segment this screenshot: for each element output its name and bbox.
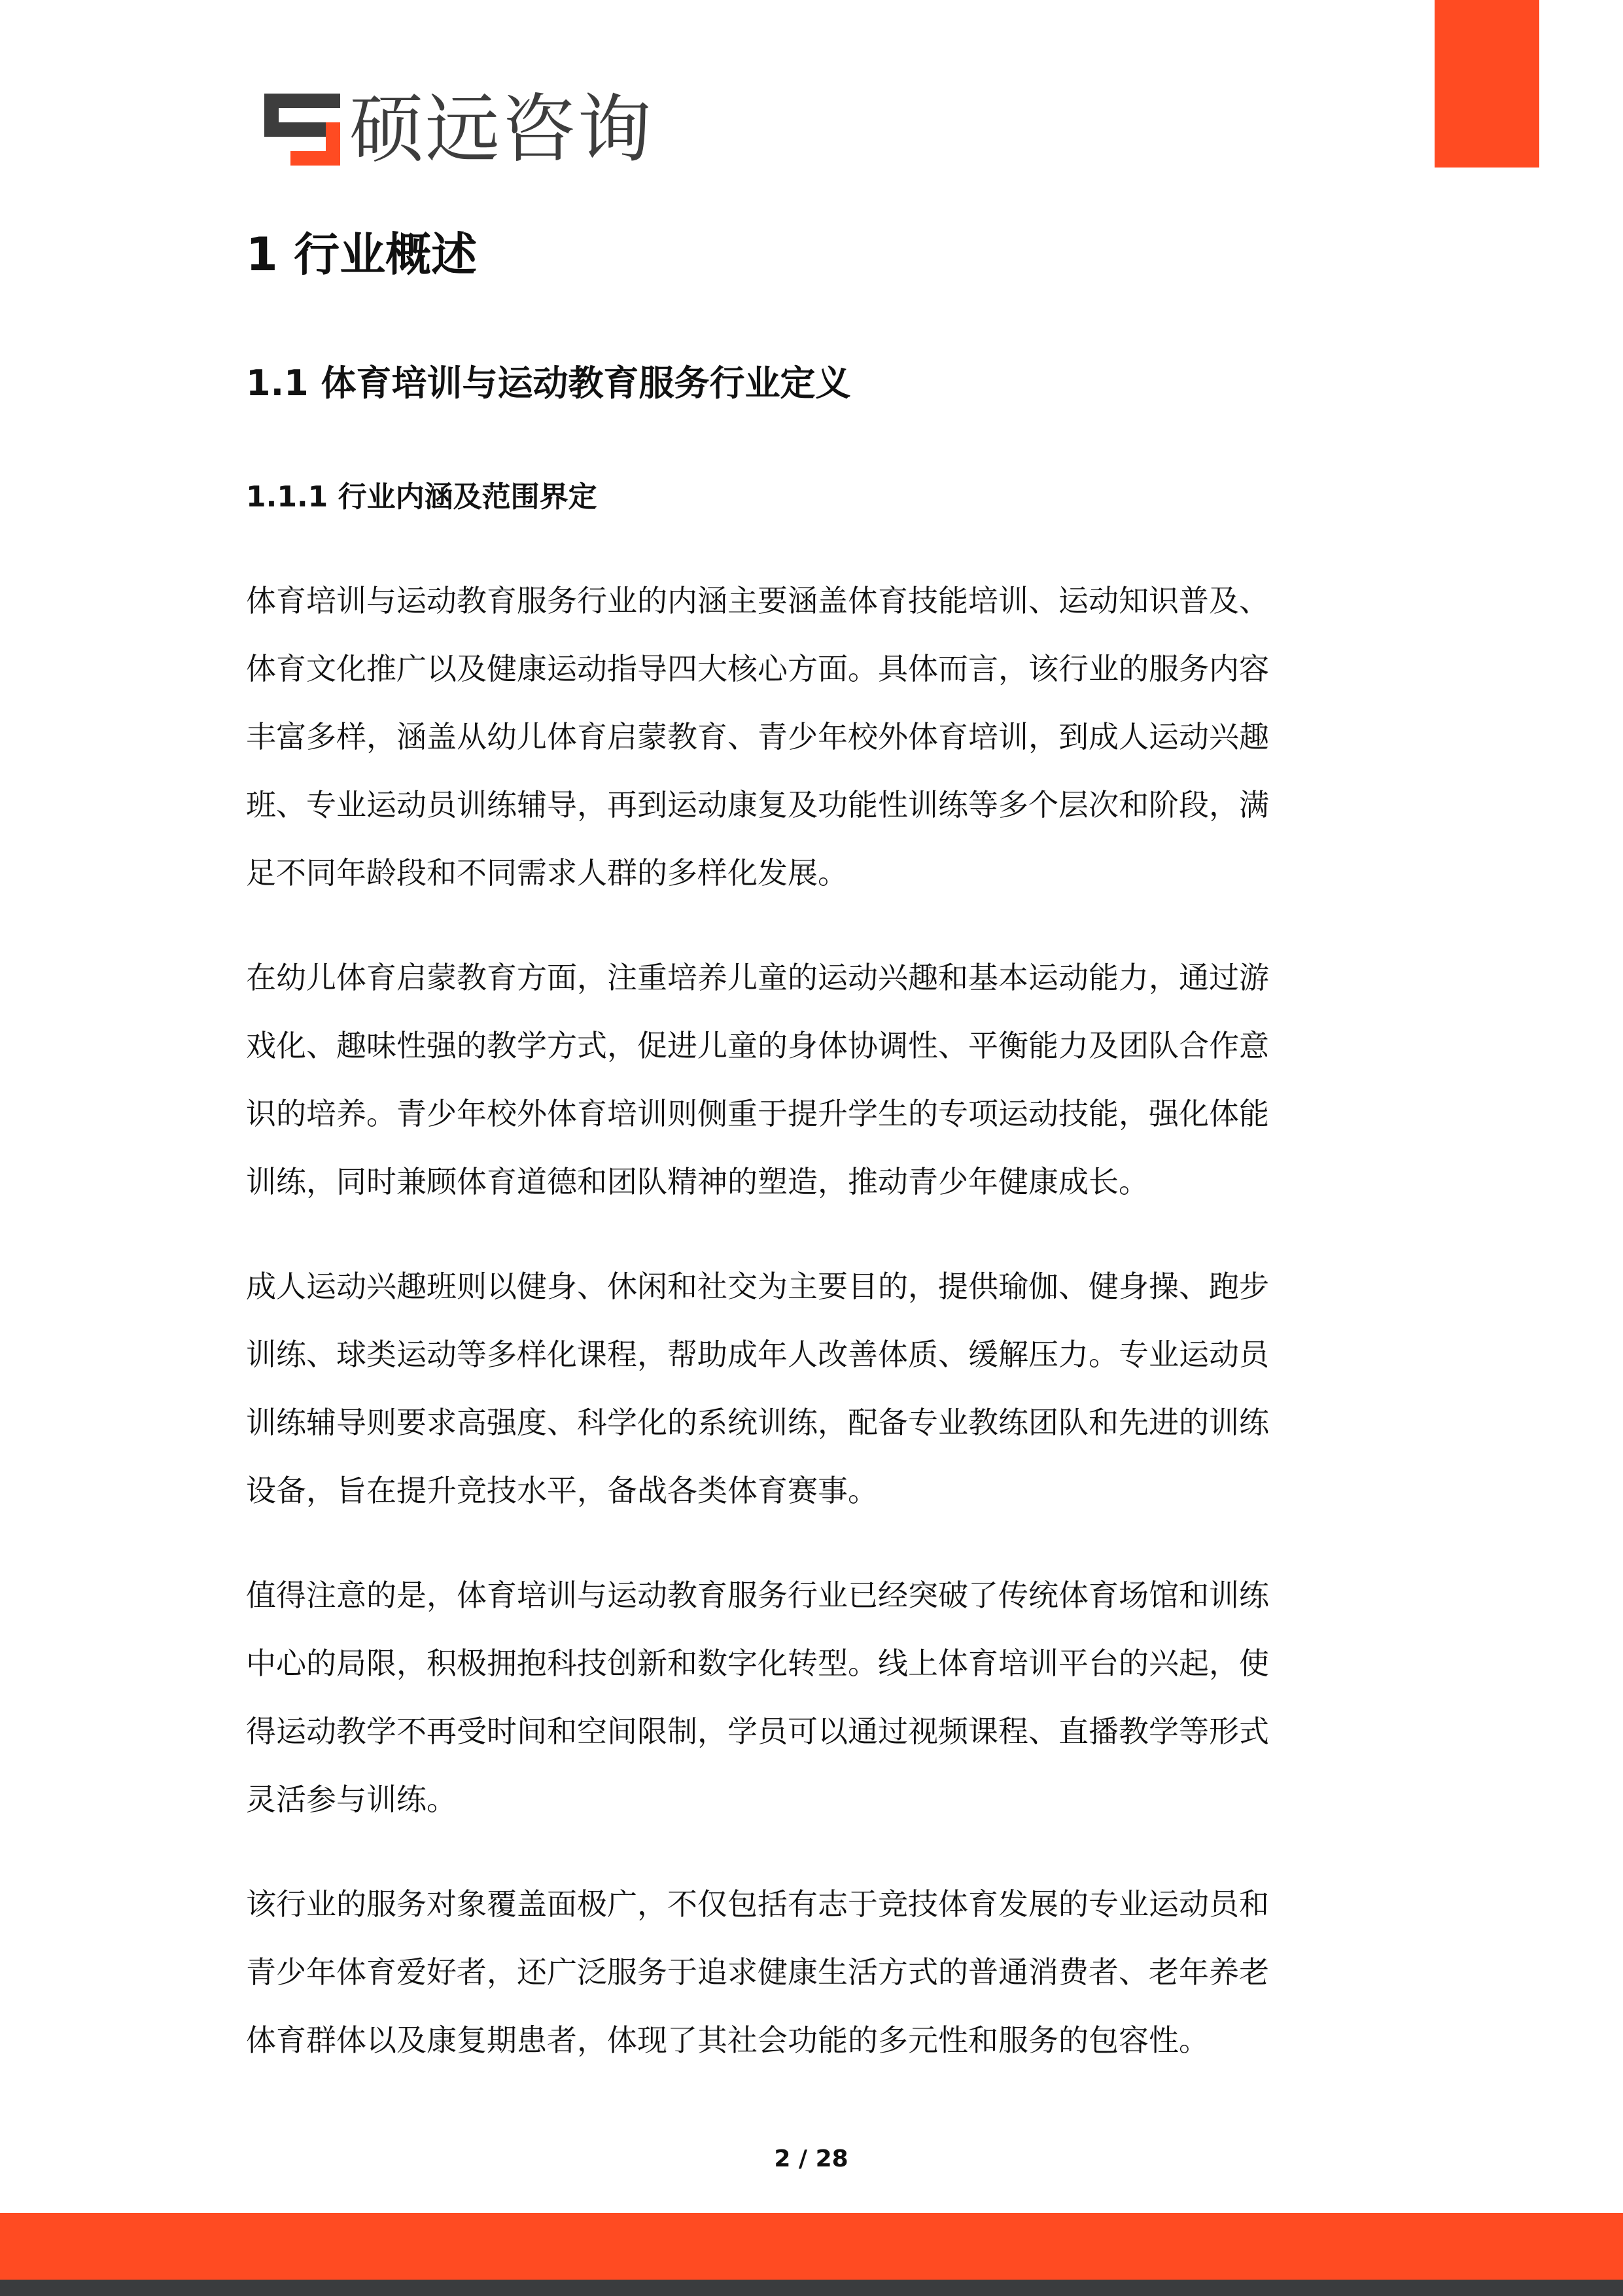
body-content: [246, 567, 1358, 2111]
paragraph-line: 体育文化推广以及健康运动指导四大核心方面。具体而言，该行业的服务内容: [246, 651, 1269, 686]
brand-name: 硕远咨询: [349, 86, 654, 173]
paragraph: [246, 1561, 1358, 1833]
paragraph-line: 在幼儿体育启蒙教育方面，注重培养儿童的运动兴趣和基本运动能力，通过游: [246, 960, 1269, 995]
paragraph-line: 设备，旨在提升竞技水平，备战各类体育赛事。: [246, 1473, 878, 1508]
paragraph-line: 该行业的服务对象覆盖面极广，不仅包括有志于竞技体育发展的专业运动员和: [246, 1886, 1269, 1922]
corner-accent-tab: [1435, 0, 1539, 168]
paragraph: [246, 567, 1358, 907]
paragraph-line: 值得注意的是，体育培训与运动教育服务行业已经突破了传统体育场馆和训练: [246, 1578, 1269, 1613]
paragraph-line: 得运动教学不再受时间和空间限制，学员可以通过视频课程、直播教学等形式: [246, 1714, 1269, 1749]
paragraph-line: 班、专业运动员训练辅导，再到运动康复及功能性训练等多个层次和阶段，满: [246, 787, 1269, 822]
brand-logo: [264, 86, 654, 173]
paragraph-line: 训练、球类运动等多样化课程，帮助成年人改善体质、缓解压力。专业运动员: [246, 1337, 1269, 1372]
paragraph-line: 训练辅导则要求高强度、科学化的系统训练，配备专业教练团队和先进的训练: [246, 1405, 1269, 1440]
paragraph-line: 中心的局限，积极拥抱科技创新和数字化转型。线上体育培训平台的兴起，使: [246, 1646, 1269, 1681]
paragraph-line: 足不同年龄段和不同需求人群的多样化发展。: [246, 855, 848, 891]
paragraph-line: 灵活参与训练。: [246, 1782, 457, 1817]
section-heading-1: 1 行业概述: [246, 228, 478, 281]
paragraph-line: 识的培养。青少年校外体育培训则侧重于提升学生的专项运动技能，强化体能: [246, 1096, 1269, 1131]
paragraph-line: 体育培训与运动教育服务行业的内涵主要涵盖体育技能培训、运动知识普及、: [246, 583, 1269, 618]
paragraph: [246, 1870, 1358, 2074]
footer-accent-bar: [0, 2213, 1623, 2280]
paragraph: [246, 944, 1358, 1216]
paragraph: [246, 1252, 1358, 1525]
paragraph-line: 丰富多样，涵盖从幼儿体育启蒙教育、青少年校外体育培训，到成人运动兴趣: [246, 719, 1269, 754]
paragraph-line: 戏化、趣味性强的教学方式，促进儿童的身体协调性、平衡能力及团队合作意: [246, 1028, 1269, 1063]
paragraph-line: 体育群体以及康复期患者，体现了其社会功能的多元性和服务的包容性。: [246, 2022, 1209, 2058]
page-number: 2 / 28: [774, 2146, 848, 2172]
paragraph-line: 青少年体育爱好者，还广泛服务于追求健康生活方式的普通消费者、老年养老: [246, 1954, 1269, 1990]
paragraph-line: 训练，同时兼顾体育道德和团队精神的塑造，推动青少年健康成长。: [246, 1164, 1149, 1199]
paragraph-line: 成人运动兴趣班则以健身、休闲和社交为主要目的，提供瑜伽、健身操、跑步: [246, 1269, 1269, 1304]
section-heading-1-1-1: 1.1.1 行业内涵及范围界定: [246, 480, 597, 514]
section-heading-1-1: 1.1 体育培训与运动教育服务行业定义: [246, 362, 851, 404]
logo-mark-icon: [264, 94, 340, 166]
footer-dark-bar: [0, 2280, 1623, 2296]
